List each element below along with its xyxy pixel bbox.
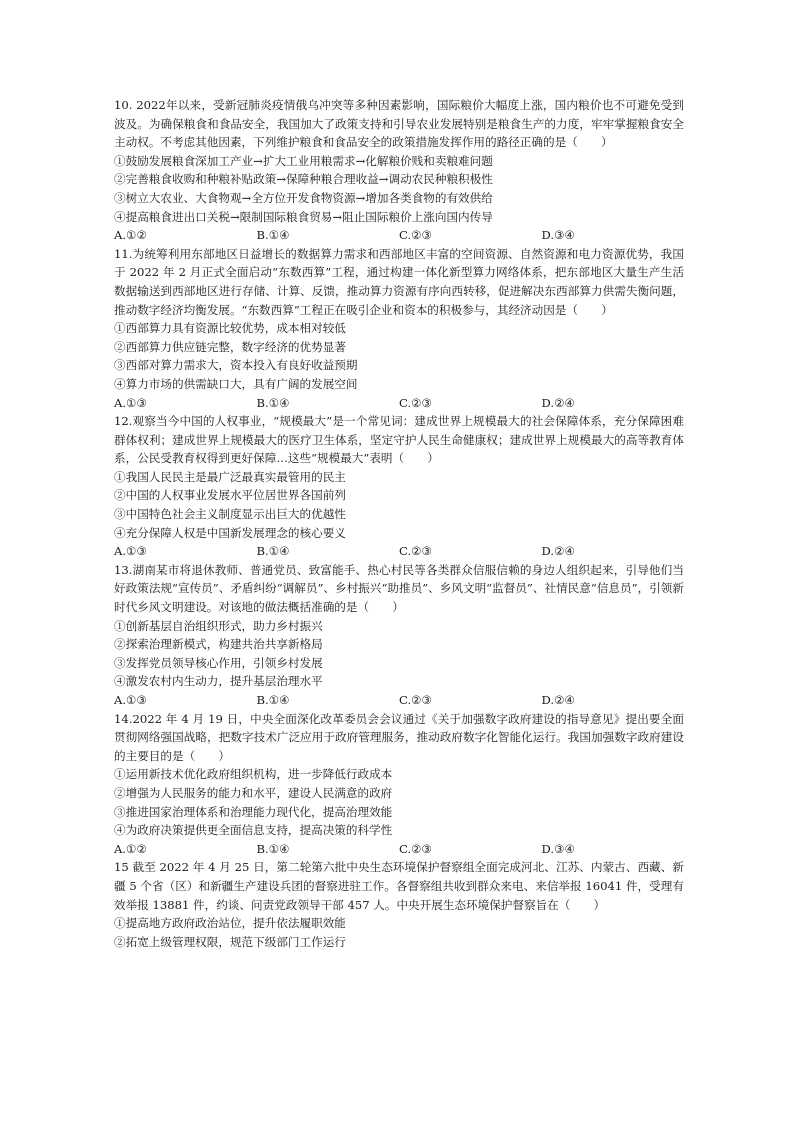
question-stem: 10. 2022年以来，受新冠肺炎疫情俄乌冲突等多种因素影响，国际粮价大幅度上涨，国内粮价也不可避免受到波及。为确保粮食和食品安全，我国加大了政策支持和引导农业发展特别是粮食生产的力度，牢牢掌握粮食安全主动权。不考虑其他因素，下列维护粮食和食品安全的政策措施发挥作用的路径正确的是（ ） (114, 98, 684, 150)
option-statement: ④激发农村内生动力，提升基层治理水平 (114, 674, 323, 689)
answer-choice: C.②③ (399, 395, 432, 410)
option-statement: ①创新基层自治组织形式，助力乡村振兴 (114, 618, 323, 633)
answer-choice: C.②③ (399, 841, 432, 856)
answer-choices (114, 394, 684, 413)
option-statement: ②增强为人民服务的能力和水平，建设人民满意的政府 (114, 785, 393, 800)
question-stem: 12.观察当今中国的人权事业，“规模最大”是一个常见词：建成世界上规模最大的社会保障体系，充分保障困难群体权利；建成世界上规模最大的医疗卫生体系，坚定守护人民生命健康权；建成世界上规模最大的高等教育体系，公民受教育权得到更好保障…这些“规模最大”表明（ ） (114, 414, 684, 466)
answer-choice: A.①② (114, 841, 147, 856)
answer-choice: A.①③ (114, 544, 147, 559)
option-statement: ④算力市场的供需缺口大，具有广阔的发展空间 (114, 376, 358, 391)
option-statement: ①鼓励发展粮食深加工产业→扩大工业用粮需求→化解粮价贱和卖粮难问题 (114, 153, 493, 168)
option-statement: ④充分保障人权是中国新发展理念的核心要义 (114, 525, 346, 540)
answer-choices (114, 840, 684, 859)
question-stem: 13.湖南某市将退休教师、普通党员、致富能手、热心村民等各类群众信服信赖的身边人组织起来，引导他们当好政策法规“宣传员”、矛盾纠纷“调解员”、乡村振兴“助推员”、乡风文明“监督员”、社情民意“信息员”，引领新时代乡风文明建设。对该地的做法概括准确的是（ ） (114, 562, 684, 615)
option-statement: ③推进国家治理体系和治理能力现代化，提高治理效能 (114, 804, 393, 819)
answer-choice: C.②③ (399, 228, 432, 243)
answer-choice: A.①③ (114, 693, 147, 707)
option-statement: ④提高粮食进出口关税→限制国际粮食贸易→阻止国际粮价上涨向国内传导 (114, 209, 493, 224)
option-statement: ②中国的人权事业发展水平位居世界各国前列 (114, 488, 346, 503)
option-statement: ③树立大农业、大食物观→全方位开发食物资源→增加各类食物的有效供给 (114, 190, 493, 205)
option-statement: ①提高地方政府政治站位，提升依法履职效能 (114, 916, 346, 931)
option-statement: ③发挥党员领导核心作用，引领乡村发展 (114, 655, 323, 670)
option-statement: ②探索治理新模式，构建共治共享新格局 (114, 637, 323, 652)
answer-choice: D.②④ (541, 693, 575, 707)
question-stem: 15 截至 2022 年 4 月 25 日，第二轮第六批中央生态环境保护督察组全面完成河北、江苏、内蒙古、西藏、新疆 5 个省（区）和新疆生产建设兵团的督察进驻工作。各督察组共收到群众来电、来信举报 16041 件，受理有效举报 13881 件，约谈、问责党政领导干部 457 人。中央开展生态环境保护督察旨在（ ） (114, 860, 684, 912)
answer-choices (114, 542, 684, 561)
answer-choice: D.②④ (541, 544, 575, 559)
question-13 (114, 561, 684, 710)
option-statement: ①我国人民民主是最广泛最真实最管用的民主 (114, 469, 346, 484)
question-12 (114, 412, 684, 561)
answer-choice: B.①④ (256, 693, 290, 707)
answer-choice: A.①③ (114, 395, 147, 410)
answer-choice: D.②④ (541, 395, 575, 410)
answer-choice: D.③④ (541, 228, 575, 243)
answer-choices (114, 226, 684, 245)
question-11 (114, 245, 684, 412)
answer-choice: B.①④ (256, 228, 290, 243)
answer-choice: B.①④ (256, 544, 290, 559)
answer-choices (114, 691, 684, 710)
answer-choice: A.①② (114, 228, 147, 243)
option-statement: ②拓宽上级管理权限，规范下级部门工作运行 (114, 934, 346, 949)
option-statement: ①西部算力具有资源比较优势，成本相对较低 (114, 321, 346, 336)
question-10 (114, 96, 684, 245)
option-statement: ③西部对算力需求大，资本投入有良好收益预期 (114, 358, 358, 373)
question-15 (114, 858, 684, 951)
option-statement: ②西部算力供应链完整，数字经济的优势显著 (114, 339, 346, 354)
answer-choice: B.①④ (256, 841, 290, 856)
answer-choice: C.②③ (399, 544, 432, 559)
question-14 (114, 710, 684, 859)
exam-page (114, 96, 684, 951)
question-stem: 14.2022 年 4 月 19 日，中央全面深化改革委员会会议通过《关于加强数字政府建设的指导意见》提出要全面贯彻网络强国战略，把数字技术广泛应用于政府管理服务，推动政府数字化智能化运行。我国加强数字政府建设的主要目的是（ ） (114, 711, 684, 763)
question-stem: 11.为统筹利用东部地区日益增长的数据算力需求和西部地区丰富的空间资源、自然资源和电力资源优势，我国于 2022 年 2 月正式全面启动“东数西算”工程，通过构建一体化新型算力网络体系，把东部地区大量生产生活数据输送到西部地区进行存储、计算、反馈，推动算力资源有序向西转移，促进解决东西部算力供需失衡问题，推动数字经济均衡发展。“东数西算”工程正在吸引企业和资本的积极参与，其经济动因是（ ） (114, 246, 684, 317)
option-statement: ①运用新技术优化政府组织机构，进一步降低行政成本 (114, 767, 393, 782)
option-statement: ③中国特色社会主义制度显示出巨大的优越性 (114, 507, 346, 522)
option-statement: ②完善粮食收购和种粮补贴政策→保障种粮合理收益→调动农民种粮积极性 (114, 172, 493, 187)
answer-choice: C.②③ (399, 693, 432, 707)
answer-choice: D.③④ (541, 841, 575, 856)
answer-choice: B.①④ (256, 395, 290, 410)
option-statement: ④为政府决策提供更全面信息支持，提高决策的科学性 (114, 823, 393, 838)
